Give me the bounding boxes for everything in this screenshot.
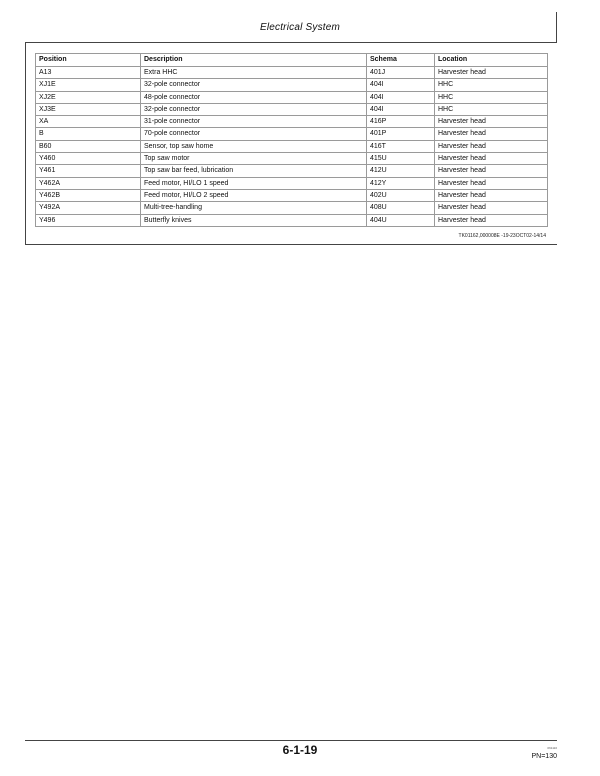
cell-position: XJ1E [36,79,141,91]
cell-schema: 404I [367,103,435,115]
table-row [36,214,548,226]
cell-description: 31-pole connector [141,116,367,128]
column-header-description: Description [141,54,367,67]
column-header-position: Position [36,54,141,67]
cell-position: Y461 [36,165,141,177]
table-row [36,103,548,115]
cell-location: HHC [435,79,548,91]
table-row [36,128,548,140]
cell-location: Harvester head [435,202,548,214]
reference-code: TK01162,000008E -19-23OCT02-14/14 [458,233,546,239]
cell-position: Y462A [36,177,141,189]
cell-location: Harvester head [435,116,548,128]
cell-location: Harvester head [435,214,548,226]
table-row [36,177,548,189]
column-header-schema: Schema [367,54,435,67]
parts-table-container [35,53,547,227]
cell-schema: 404U [367,214,435,226]
cell-description: 70-pole connector [141,128,367,140]
cell-schema: 402U [367,189,435,201]
column-header-location: Location [435,54,548,67]
cell-description: Top saw motor [141,153,367,165]
cell-position: Y462B [36,189,141,201]
cell-schema: 401P [367,128,435,140]
cell-schema: 416T [367,140,435,152]
cell-description: Feed motor, HI/LO 2 speed [141,189,367,201]
cell-position: B [36,128,141,140]
cell-position: Y496 [36,214,141,226]
cell-location: HHC [435,91,548,103]
cell-location: Harvester head [435,153,548,165]
cell-description: Sensor, top saw home [141,140,367,152]
cell-schema: 416P [367,116,435,128]
table-row [36,116,548,128]
parts-table [35,53,548,227]
cell-schema: 408U [367,202,435,214]
table-row [36,165,548,177]
footer-rule [25,740,557,741]
table-row [36,202,548,214]
cell-position: Y492A [36,202,141,214]
cell-location: Harvester head [435,189,548,201]
cell-description: 48-pole connector [141,91,367,103]
cell-position: Y460 [36,153,141,165]
cell-description: Multi-tree-handling [141,202,367,214]
cell-position: A13 [36,67,141,79]
cell-schema: 412U [367,165,435,177]
header-rule [25,42,557,43]
table-row [36,189,548,201]
cell-position: XJ2E [36,91,141,103]
cell-position: B60 [36,140,141,152]
cell-schema: 404I [367,91,435,103]
cell-schema: 404I [367,79,435,91]
table-row [36,67,548,79]
section-bottom-rule [25,244,557,245]
table-header-row [36,54,548,67]
cell-location: Harvester head [435,67,548,79]
cell-description: 32-pole connector [141,103,367,115]
cell-description: Butterfly knives [141,214,367,226]
footer-pn: PN=130 [531,753,557,760]
page-number: 6-1-19 [282,743,318,757]
cell-position: XA [36,116,141,128]
cell-schema: 415U [367,153,435,165]
cell-location: Harvester head [435,128,548,140]
cell-description: Extra HHC [141,67,367,79]
cell-description: Feed motor, HI/LO 1 speed [141,177,367,189]
cell-description: 32-pole connector [141,79,367,91]
table-row [36,79,548,91]
page-title: Electrical System [259,22,341,33]
cell-location: Harvester head [435,177,548,189]
cell-location: Harvester head [435,165,548,177]
cell-position: XJ3E [36,103,141,115]
cell-description: Top saw bar feed, lubrication [141,165,367,177]
content-left-rule [25,42,26,244]
table-row [36,153,548,165]
cell-location: Harvester head [435,140,548,152]
table-row [36,91,548,103]
cell-location: HHC [435,103,548,115]
table-row [36,140,548,152]
cell-schema: 401J [367,67,435,79]
footer-small-code: 061110 [547,746,557,750]
cell-schema: 412Y [367,177,435,189]
